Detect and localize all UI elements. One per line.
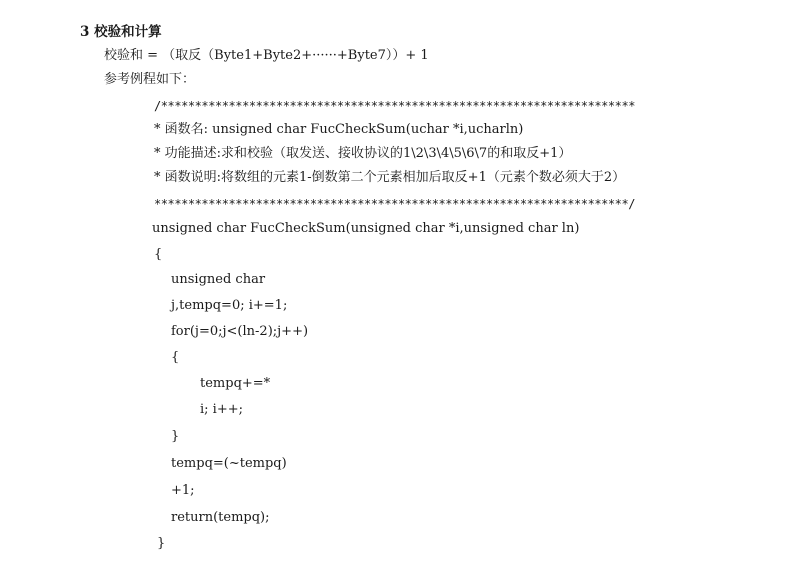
loop-open-brace: { [171, 350, 180, 365]
loop-close-brace: } [171, 429, 180, 444]
example-intro: 参考例程如下： [104, 72, 196, 87]
loop-body-line-2: i; i++; [200, 402, 243, 417]
negate-statement: tempq=(~tempq) [171, 456, 287, 471]
for-loop: for(j=0;j<(ln-2);j++) [171, 324, 309, 339]
section-heading: 3 校验和计算 [80, 24, 162, 40]
return-statement: return(tempq); [171, 510, 270, 525]
comment-line-function-name: * 函数名: unsigned char FucCheckSum(uchar *i,ucharln) [154, 122, 524, 137]
comment-end: **********************************************************************/ [154, 197, 635, 211]
declaration-type: unsigned char [171, 272, 266, 287]
function-signature: unsigned char FucCheckSum(unsigned char *i,unsigned char ln) [152, 221, 580, 236]
checksum-formula: 校验和 = （取反（Byte1+Byte2+······+Byte7））+ 1 [104, 48, 429, 63]
loop-body-line-1: tempq+=* [200, 376, 271, 391]
plus-one-statement: +1; [171, 483, 195, 498]
close-brace: } [157, 536, 166, 551]
comment-line-description: * 功能描述:求和校验（取发送、接收协议的1\2\3\4\5\6\7的和取反+1） [154, 146, 572, 161]
comment-line-explanation: * 函数说明:将数组的元素1-倒数第二个元素相加后取反+1（元素个数必须大于2） [154, 170, 626, 185]
declaration-vars: j,tempq=0; i+=1; [171, 298, 288, 313]
comment-start: /********************************************************************** [154, 99, 635, 113]
open-brace: { [154, 247, 163, 262]
